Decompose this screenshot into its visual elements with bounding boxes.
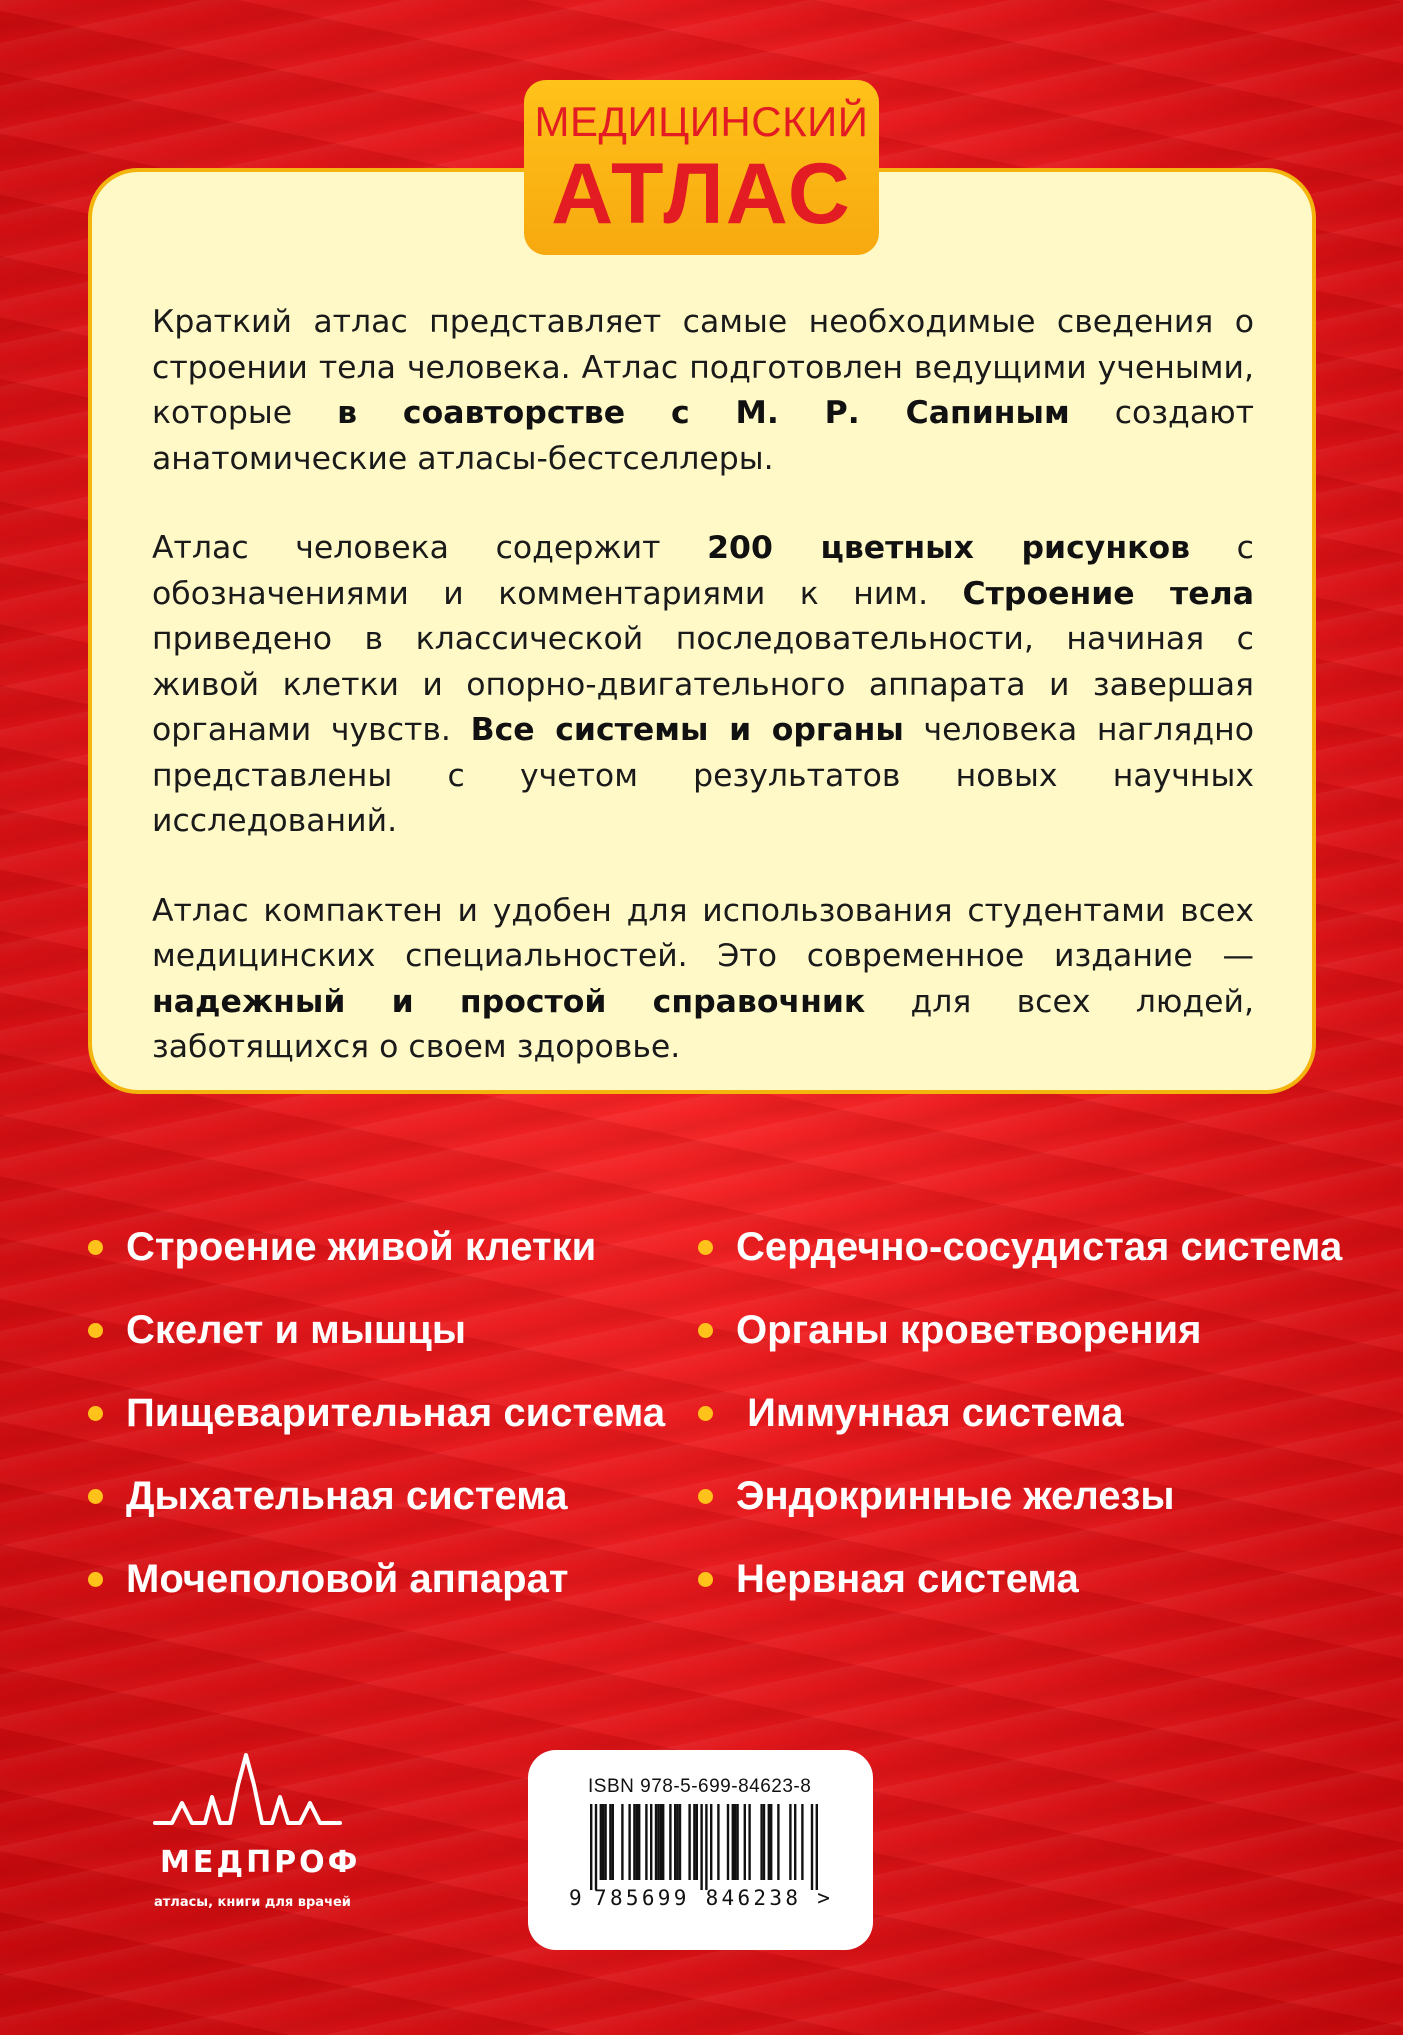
barcode-bar [636,1804,638,1880]
isbn-label: ISBN 978-5-699-84623-8 [588,1776,812,1797]
text-run: создают анатомические атласы-бестселлеры. [152,395,1255,477]
title-badge [524,80,879,255]
barcode-bar [604,1804,606,1880]
barcode-bar [676,1804,678,1880]
barcode-bar [777,1804,779,1880]
ean-first-digit: 9 [569,1886,582,1910]
ean-digits: 785699 846238 > [594,1886,834,1910]
topics-list-right [698,1222,1342,1637]
barcode-bar [696,1804,698,1880]
topic-item [88,1305,665,1388]
topic-item [698,1305,1342,1388]
topic-label: Строение живой клетки [126,1225,597,1269]
text-run: для всех людей, заботящихся о своем здоровье. [152,983,1254,1065]
bullet-icon [88,1323,103,1338]
barcode-bar [650,1804,652,1880]
barcode-bar [705,1804,707,1890]
barcode-bar [595,1804,597,1890]
barcode-bar [688,1804,690,1880]
description-box [88,168,1316,1094]
barcode-bar [693,1804,695,1880]
barcode-bar [600,1804,602,1880]
text-run: приведено в классической последовательности, начиная с живой клетки и опорно-двигательного аппарата и завершая органами чувств. [152,621,1254,748]
text-run: Краткий атлас представляет самые необходимые сведения о строении тела человека. Атлас подготовлен ведущими учеными, которые [152,304,1254,431]
bold-emphasis: надежный и простой справочник [152,983,866,1020]
bullet-icon [88,1489,103,1504]
topic-label: Скелет и мышцы [126,1308,466,1352]
barcode-bar [621,1804,623,1880]
description-paragraph-3 [152,889,1254,1071]
topic-label: Сердечно-сосудистая система [736,1225,1343,1269]
topic-label: Нервная система [736,1557,1079,1601]
barcode-bar [660,1804,662,1880]
isbn-barcode-box [528,1750,873,1950]
topic-item [88,1388,665,1471]
barcode-bar [732,1804,734,1880]
barcode-bar [669,1804,671,1880]
topic-item [88,1554,665,1637]
topic-item [698,1554,1342,1637]
barcode-bar [770,1804,772,1880]
publisher-name: МЕДПРОФ [160,1845,361,1880]
text-run: с обозначениями и комментариями к ним. [152,530,1255,612]
topic-item [698,1471,1342,1554]
barcode-bar [612,1804,614,1880]
bold-emphasis: в соавторстве с М. Р. Сапиным [337,395,1070,431]
topic-label: Дыхательная система [126,1474,568,1518]
topic-item [88,1471,665,1554]
barcode-bar [736,1804,738,1880]
publisher-tagline: атласы, книги для врачей [154,1895,351,1910]
topic-label: Органы кроветворения [736,1308,1202,1352]
topic-label: Эндокринные железы [736,1474,1175,1518]
bullet-icon [88,1572,103,1587]
topics-list-left [88,1222,665,1637]
barcode-bar [655,1804,657,1880]
bullet-icon [698,1240,713,1255]
barcode-bar [734,1804,736,1880]
barcode-bar [645,1804,647,1880]
bold-emphasis: Строение тела [962,575,1255,612]
barcode-bar [633,1804,635,1880]
bullet-icon [698,1572,713,1587]
barcode-bar [768,1804,770,1880]
text-run: Атлас человека содержит [152,530,708,566]
barcode-bar [763,1804,765,1880]
bullet-icon [88,1406,103,1421]
barcode-bar [789,1804,791,1880]
bold-emphasis: 200 цветных рисунков [707,530,1191,566]
barcode-bar [794,1804,796,1880]
barcode-bar [657,1804,659,1880]
barcode-bar [628,1804,630,1880]
topic-item [698,1222,1342,1305]
barcode-bar [662,1804,664,1880]
description-paragraph-1 [152,300,1254,482]
title-line-2: АТЛАС [551,146,852,242]
topic-item [88,1222,665,1305]
title-line-1: МЕДИЦИНСКИЙ [534,98,869,145]
topic-label: Иммунная система [736,1391,1124,1435]
barcode-bar [609,1804,611,1880]
barcode-bar [602,1804,604,1880]
barcode-bar [717,1804,719,1880]
bold-emphasis: Все системы и органы [470,712,904,748]
city-skyline-icon [150,1745,350,1835]
barcode-bar [744,1804,746,1880]
barcode-bar [811,1804,813,1890]
barcode-bar [638,1804,640,1880]
topic-label: Мочеполовой аппарат [126,1557,569,1601]
barcode-bar [590,1804,592,1890]
barcode-bar [801,1804,803,1880]
publisher-logo [150,1745,390,1925]
barcode-bar [727,1804,729,1880]
barcode-bar [816,1804,818,1890]
text-run: Атлас компактен и удобен для использования студентами всех медицинских специальностей. Это современное издание — [152,892,1254,974]
barcode-bar [679,1804,681,1880]
description-paragraph-2 [152,526,1254,845]
topic-item [698,1388,1342,1471]
text-run: человека наглядно представлены с учетом результатов новых научных исследований. [152,712,1255,839]
barcode-icon [568,1804,838,1894]
barcode-bar [700,1804,702,1890]
bullet-icon [88,1240,103,1255]
bullet-icon [698,1406,713,1421]
barcode-bar [674,1804,676,1880]
bullet-icon [698,1323,713,1338]
barcode-bar [748,1804,750,1880]
topic-label: Пищеварительная система [126,1391,666,1435]
barcode-bar [760,1804,762,1880]
bullet-icon [698,1489,713,1504]
barcode-bar [710,1804,712,1880]
